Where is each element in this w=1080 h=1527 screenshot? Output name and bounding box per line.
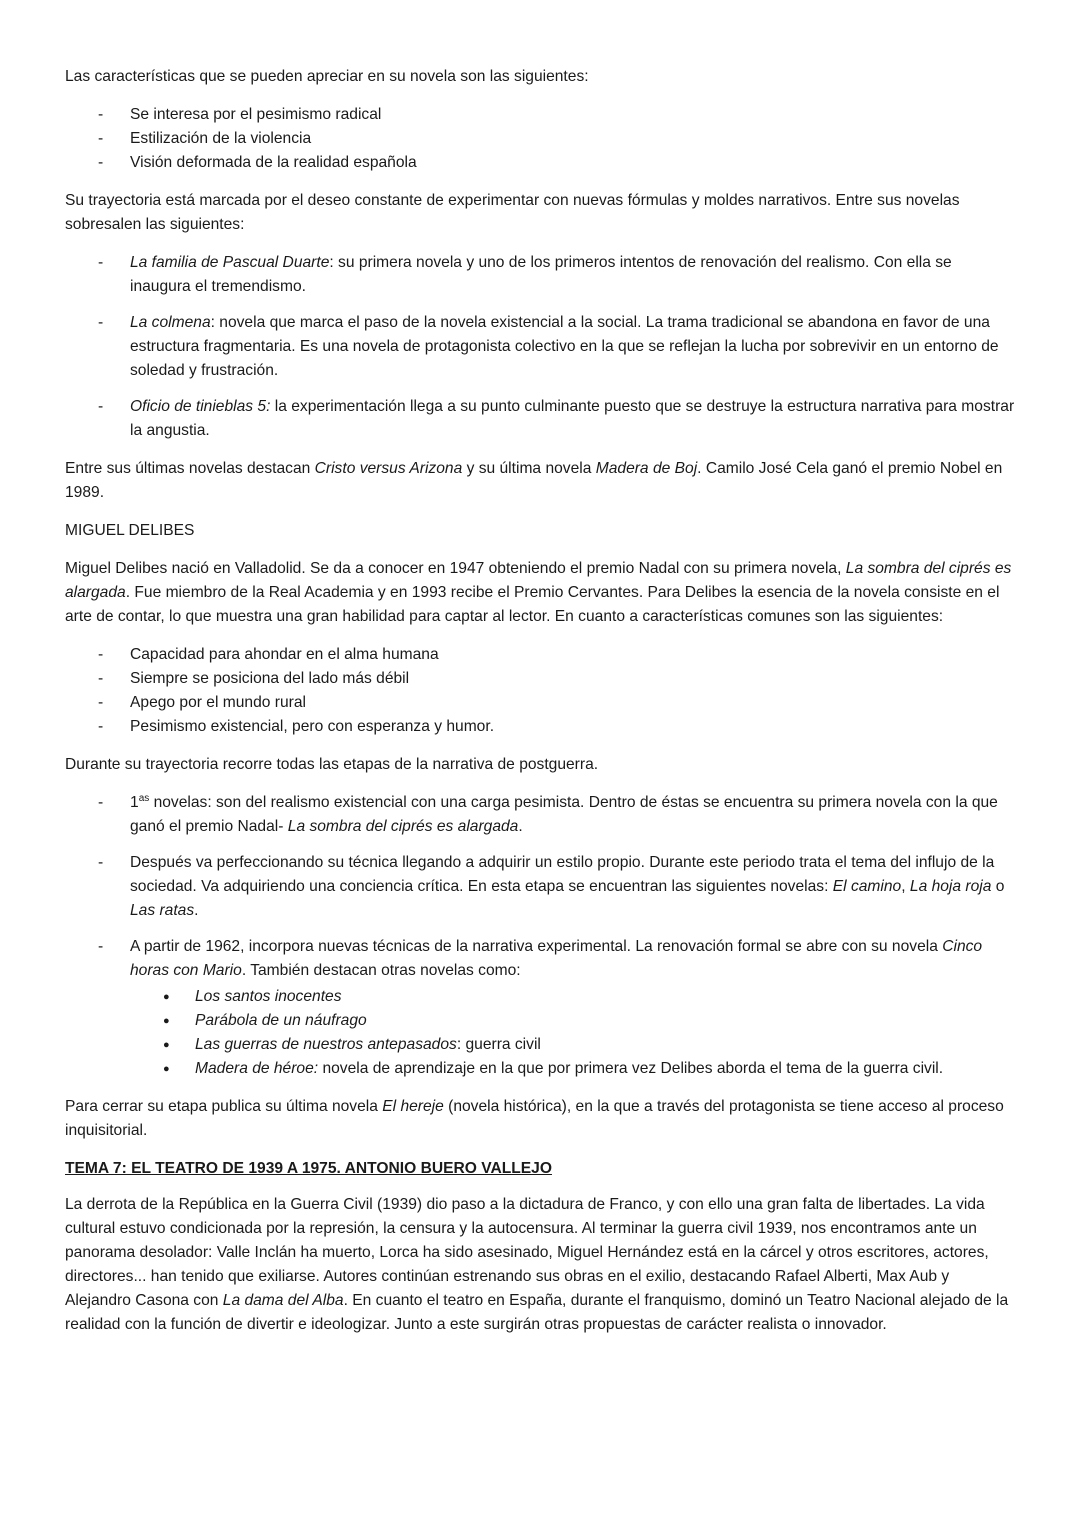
text-run: Entre sus últimas novelas destacan: [65, 460, 315, 477]
list-item: [65, 1009, 1015, 1033]
delibes-traits-list: [65, 643, 1015, 739]
text-run: Después va perfeccionando su técnica llegando a adquirir un estilo propio. Durante este periodo trata el tema del influjo de la sociedad. Va adquiriendo una conciencia crítica. En esta etapa se encuentran las siguientes novelas:: [130, 854, 995, 895]
delibes-bio: [65, 557, 1015, 629]
text-run: . También destacan otras novelas como:: [241, 962, 521, 979]
text-run: : guerra civil: [456, 1036, 541, 1053]
superscript: as: [138, 792, 150, 804]
list-item: [65, 1057, 1015, 1081]
novel-title: El camino: [832, 878, 902, 895]
list-item: [65, 311, 1015, 383]
text-run: (novela histórica), en la que a través del protagonista se tiene acceso al proceso inquisitorial.: [65, 1098, 1004, 1139]
list-item: [65, 791, 1015, 839]
delibes-trayectoria: Durante su trayectoria recorre todas las etapas de la narrativa de postguerra.: [65, 756, 599, 773]
novel-title: Parábola de un náufrago: [195, 1012, 367, 1029]
novel-description: : su primera novela y uno de los primeros intentos de renovación del realismo. Con ella se inaugura el tremendismo.: [130, 254, 952, 295]
text-run: Para cerrar su etapa publica su última novela: [65, 1098, 383, 1115]
delibes-name: MIGUEL DELIBES: [65, 522, 195, 539]
text-run: ,: [901, 878, 910, 895]
cela-trayectoria: Su trayectoria está marcada por el deseo constante de experimentar con nuevas fórmulas y moldes narrativos. Entre sus novelas sobresalen las siguientes:: [65, 192, 960, 233]
text-run: .: [194, 902, 199, 919]
delibes-closing: [65, 1095, 1015, 1143]
novel-title: La familia de Pascual Duarte: [130, 254, 330, 271]
text-run: La derrota de la República en la Guerra Civil (1939) dio paso a la dictadura de Franco, y con ello una gran falta de libertades. La vida cultural estuvo condicionada por la represión, la censura y la autocensura. Al terminar la guerra civil 1939, nos encontramos ante un panorama desolador: Valle Inclán ha muerto, Lorca ha sido asesinado, Miguel Hernández está en la cárcel y otros escritores, actores, directores... han tenido que exiliarse. Autores continúan estrenando sus obras en el exilio, destacando Rafael Alberti, Max Aub y Alejandro Casona con: [65, 1196, 989, 1309]
novel-title: Las guerras de nuestros antepasados: [195, 1036, 457, 1053]
list-item: [65, 251, 1015, 299]
novel-title: Madera de Boj: [595, 460, 698, 477]
list-item: - Se interesa por el pesimismo radical: [65, 103, 1015, 127]
list-item: - Estilización de la violencia: [65, 127, 1015, 151]
novel-description: la experimentación llega a su punto culminante puesto que se destruye la estructura narrativa para mostrar la angustia.: [130, 398, 1015, 439]
novel-title: Cristo versus Arizona: [314, 460, 463, 477]
novel-title: La sombra del ciprés es alargada: [287, 818, 519, 835]
novel-title: La sombra del ciprés es alargada: [65, 560, 1012, 601]
list-item: [65, 985, 1015, 1009]
tema7-body: [65, 1193, 1015, 1337]
novel-title: La colmena: [130, 314, 211, 331]
text-run: 1: [130, 794, 139, 811]
text-run: Miguel Delibes nació en Valladolid. Se da a conocer en 1947 obteniendo el premio Nadal con su primera novela,: [65, 560, 846, 577]
list-item: - Apego por el mundo rural: [65, 691, 1015, 715]
list-item: [65, 395, 1015, 443]
novel-title: Cinco horas con Mario: [130, 938, 983, 979]
document-page: [65, 65, 1015, 1351]
novel-title: Los santos inocentes: [195, 988, 342, 1005]
novel-title: La hoja roja: [909, 878, 992, 895]
text-run: A partir de 1962, incorpora nuevas técnicas de la narrativa experimental. La renovación formal se abre con su novela: [130, 938, 943, 955]
tema7-heading: TEMA 7: EL TEATRO DE 1939 A 1975. ANTONIO BUERO VALLEJO: [65, 1160, 552, 1177]
cela-intro: Las características que se pueden apreciar en su novela son las siguientes:: [65, 68, 589, 85]
novel-title: El hereje: [382, 1098, 444, 1115]
text-run: . Fue miembro de la Real Academia y en 1993 recibe el Premio Cervantes. Para Delibes la esencia de la novela consiste en el arte de contar, lo que muestra una gran habilidad para captar al lector. En cuanto a características comunes son las siguientes:: [65, 584, 1000, 625]
cela-novels-list: [65, 251, 1015, 443]
list-item: - Siempre se posiciona del lado más débil: [65, 667, 1015, 691]
cela-last-novels: [65, 457, 1015, 505]
text-run: novela de aprendizaje en la que por primera vez Delibes aborda el tema de la guerra civil.: [318, 1060, 944, 1077]
text-run: o: [991, 878, 1005, 895]
novel-title: Madera de héroe:: [195, 1060, 319, 1077]
delibes-stages-list: [65, 791, 1015, 983]
novel-description: : novela que marca el paso de la novela existencial a la social. La trama tradicional se abandona en favor de una estructura fragmentaria. Es una novela de protagonista colectivo en la que se reflejan la lucha por sobrevivir en un entorno de soledad y frustración.: [130, 314, 999, 379]
text-run: .: [518, 818, 523, 835]
list-item: - Visión deformada de la realidad española: [65, 151, 1015, 175]
cela-traits-list: [65, 103, 1015, 175]
list-item: - Capacidad para ahondar en el alma humana: [65, 643, 1015, 667]
novel-title: Oficio de tinieblas 5:: [130, 398, 271, 415]
list-item: - Pesimismo existencial, pero con esperanza y humor.: [65, 715, 1015, 739]
text-run: y su última novela: [462, 460, 596, 477]
novel-title: Las ratas: [130, 902, 195, 919]
list-item: [65, 851, 1015, 923]
work-title: La dama del Alba: [222, 1292, 344, 1309]
text-run: . En cuanto el teatro en España, durante el franquismo, dominó un Teatro Nacional alejado de la realidad con la función de divertir e ideologizar. Junto a este surgirán otras propuestas de carácter realista o innovador.: [65, 1292, 1009, 1333]
list-item: [65, 935, 1015, 983]
text-run: . Camilo José Cela ganó el premio Nobel en 1989.: [65, 460, 1003, 501]
text-run: novelas: son del realismo existencial con una carga pesimista. Dentro de éstas se encuentra su primera novela con la que ganó el premio Nadal-: [130, 794, 998, 835]
delibes-experimental-novels-list: [65, 985, 1015, 1081]
list-item: [65, 1033, 1015, 1057]
